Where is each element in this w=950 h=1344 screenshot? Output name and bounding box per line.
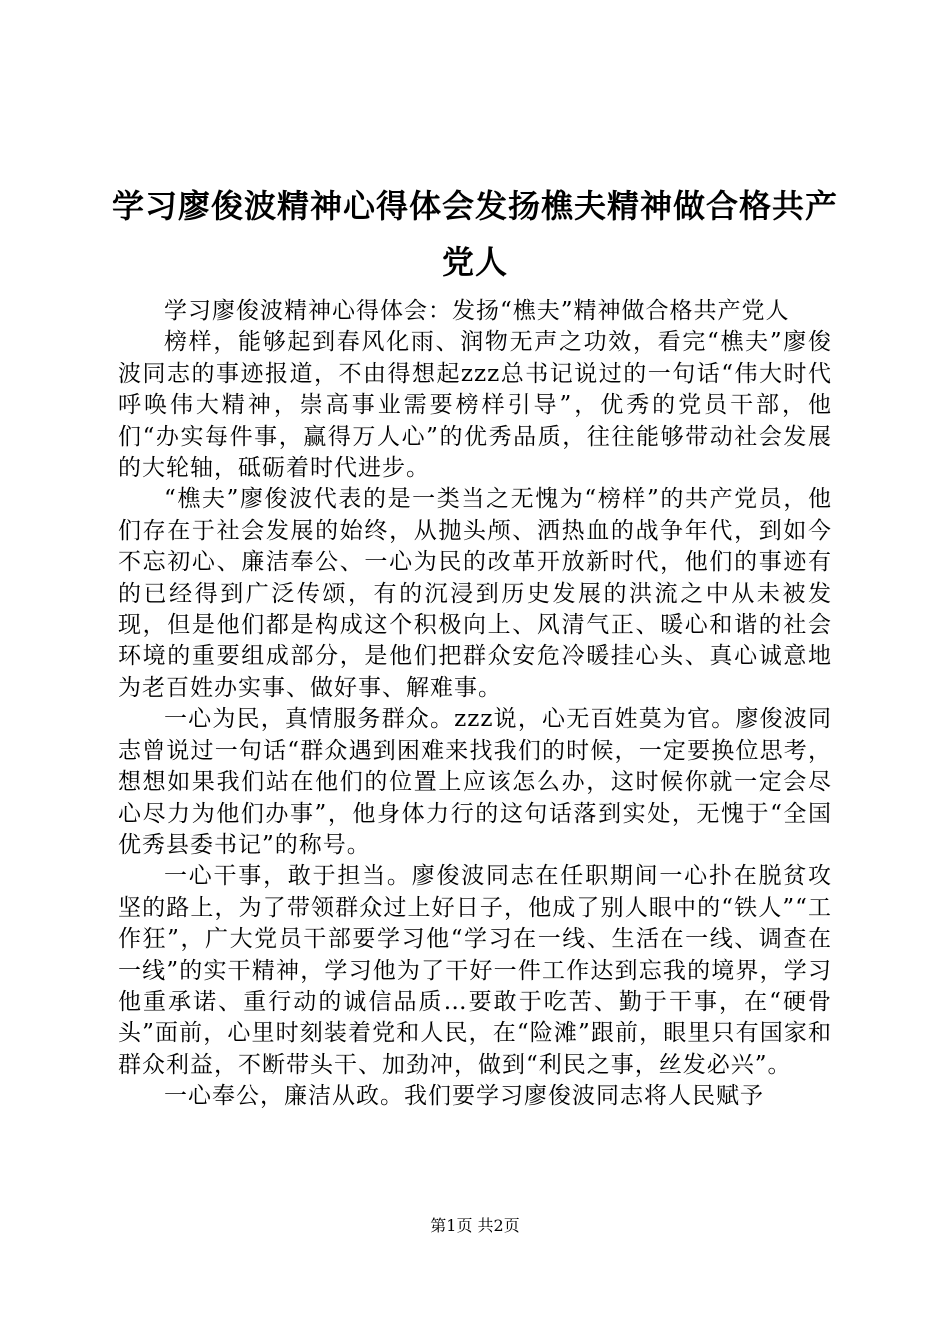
paragraph-woodcutter: “樵夫”廖俊波代表的是一类当之无愧为“榜样”的共产党员，他们存在于社会发展的始终，从抛头颅、洒热血的战争年代，到如今不忘初心、廉洁奉公、一心为民的改革开放新时代，他们的事迹有的已经得到广泛传颂，有的沉浸到历史发展的洪流之中从未被发现，但是他们都是构成这个积极向上、风清气正、暖心和谐的社会环境的重要组成部分，是他们把群众安危冷暖挂心头、真心诚意地为老百姓办实事、做好事、解难事。	[118, 486, 832, 701]
page-footer: 第1页 共2页	[430, 1216, 520, 1235]
paragraph-role-model: 榜样，能够起到春风化雨、润物无声之功效，看完“樵夫”廖俊波同志的事迹报道，不由得想起zzz总书记说过的一句话“伟大时代呼唤伟大精神，崇高事业需要榜样引导”，优秀的党员干部，他们“办实每件事，赢得万人心”的优秀品质，往往能够带动社会发展的大轮轴，砥砺着时代进步。	[118, 329, 832, 482]
document-title: 学习廖俊波精神心得体会发扬樵夫精神做合格共产党人	[111, 187, 838, 281]
paragraph-dedication: 一心干事，敢于担当。廖俊波同志在任职期间一心扑在脱贫攻坚的路上，为了带领群众过上好日子，他成了别人眼中的“铁人”“工作狂”，广大党员干部要学习他“学习在一线、生活在一线、调查在一线”的实干精神，学习他为了干好一件工作达到忘我的境界，学习他重承诺、重行动的诚信品质…要敢于吃苦、勤于干事，在“硬骨头”面前，心里时刻装着党和人民，在“险滩”跟前，眼里只有国家和群众利益，不断带头干、加劲冲，做到“利民之事，丝发必兴”。	[118, 863, 832, 1078]
document-body	[118, 296, 832, 1113]
paragraph-subtitle: 学习廖俊波精神心得体会：发扬“樵夫”精神做合格共产党人	[164, 298, 790, 324]
paragraph-integrity: 一心奉公，廉洁从政。我们要学习廖俊波同志将人民赋予	[164, 1083, 764, 1110]
paragraph-serve-people: 一心为民，真情服务群众。zzz说，心无百姓莫为官。廖俊波同志曾说过一句话“群众遇到困难来找我们的时候，一定要换位思考，想想如果我们站在他们的位置上应该怎么办，这时候你就一定会尽心尽力为他们办事”，他身体力行的这句话落到实处，无愧于“全国优秀县委书记”的称号。	[118, 706, 832, 858]
